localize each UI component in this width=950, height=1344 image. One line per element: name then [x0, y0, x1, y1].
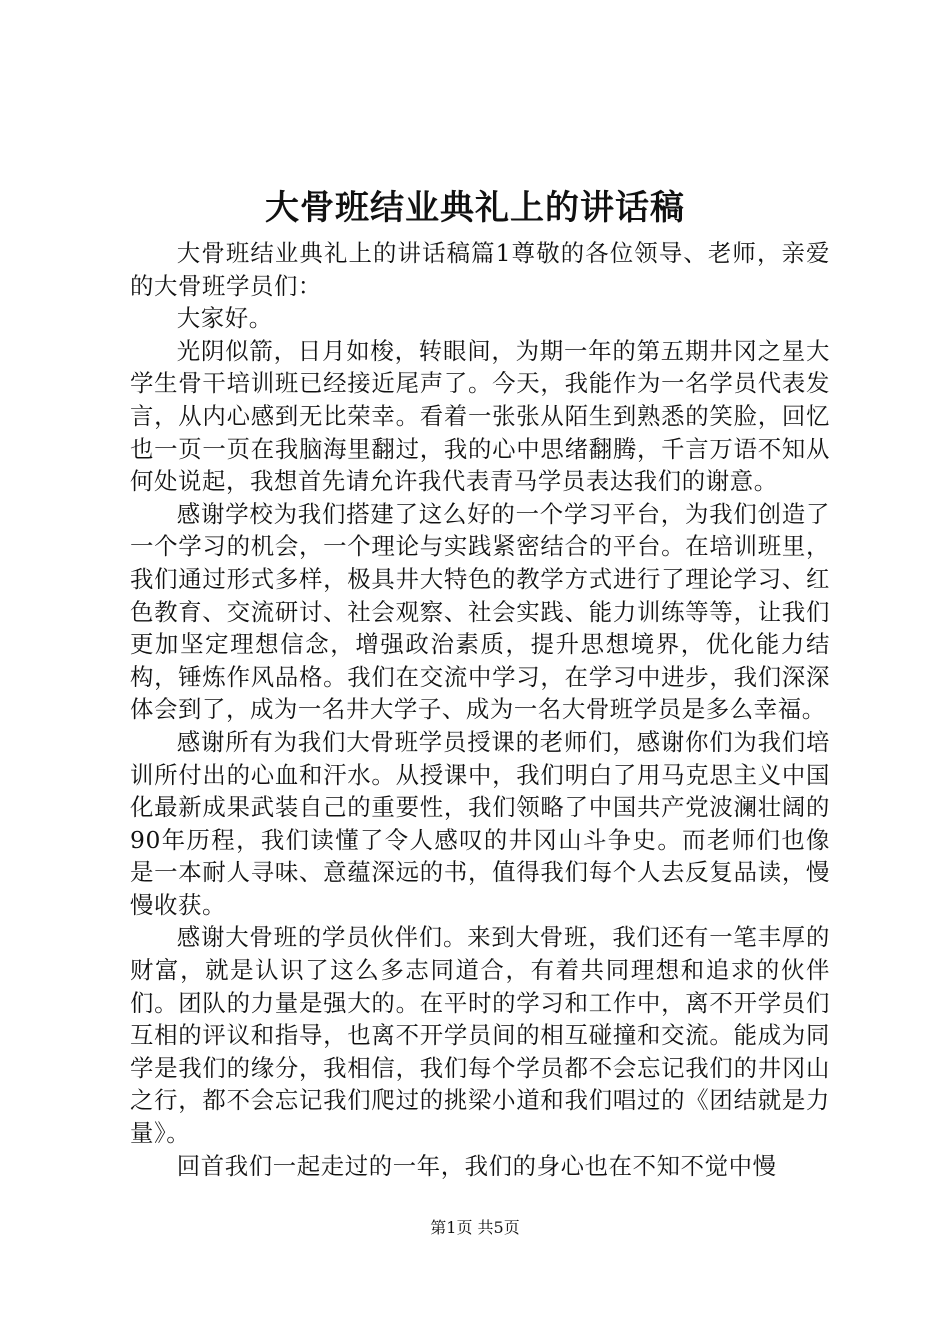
paragraph-opening: 大骨班结业典礼上的讲话稿篇1尊敬的各位领导、老师，亲爱的大骨班学员们：: [130, 239, 830, 300]
page-footer: 第1页 共5页: [430, 1218, 520, 1237]
document-title: 大骨班结业典礼上的讲话稿: [265, 188, 685, 228]
document-body: [130, 237, 830, 1182]
paragraph-thanks-teachers: 感谢所有为我们大骨班学员授课的老师们，感谢你们为我们培训所付出的心血和汗水。从授课中，我们明白了用马克思主义中国化最新成果武装自己的重要性，我们领略了中国共产党波澜壮阔的90年历程，我们读懂了令人感叹的井冈山斗争史。而老师们也像是一本耐人寻味、意蕴深远的书，值得我们每个人去反复品读，慢慢收获。: [130, 727, 830, 919]
paragraph-greeting: 大家好。: [176, 304, 273, 333]
paragraph-thanks-school: 感谢学校为我们搭建了这么好的一个学习平台，为我们创造了一个学习的机会，一个理论与实践紧密结合的平台。在培训班里，我们通过形式多样，极具井大特色的教学方式进行了理论学习、红色教育、交流研讨、社会观察、社会实践、能力训练等等，让我们更加坚定理想信念，增强政治素质，提升思想境界，优化能力结构，锤炼作风品格。我们在交流中学习，在学习中进步，我们深深体会到了，成为一名井大学子、成为一名大骨班学员是多么幸福。: [130, 499, 830, 724]
paragraph-reflection: 回首我们一起走过的一年，我们的身心也在不知不觉中慢: [176, 1151, 777, 1180]
paragraph-thanks-classmates: 感谢大骨班的学员伙伴们。来到大骨班，我们还有一笔丰厚的财富，就是认识了这么多志同道合，有着共同理想和追求的伙伴们。团队的力量是强大的。在平时的学习和工作中，离不开学员们互相的评议和指导，也离不开学员间的相互碰撞和交流。能成为同学是我们的缘分，我相信，我们每个学员都不会忘记我们的井冈山之行，都不会忘记我们爬过的挑梁小道和我们唱过的《团结就是力量》。: [130, 923, 830, 1148]
paragraph-intro: 光阴似箭，日月如梭，转眼间，为期一年的第五期井冈之星大学生骨干培训班已经接近尾声了。今天，我能作为一名学员代表发言，从内心感到无比荣幸。看着一张张从陌生到熟悉的笑脸，回忆也一页一页在我脑海里翻过，我的心中思绪翻腾，千言万语不知从何处说起，我想首先请允许我代表青马学员表达我们的谢意。: [130, 336, 830, 496]
